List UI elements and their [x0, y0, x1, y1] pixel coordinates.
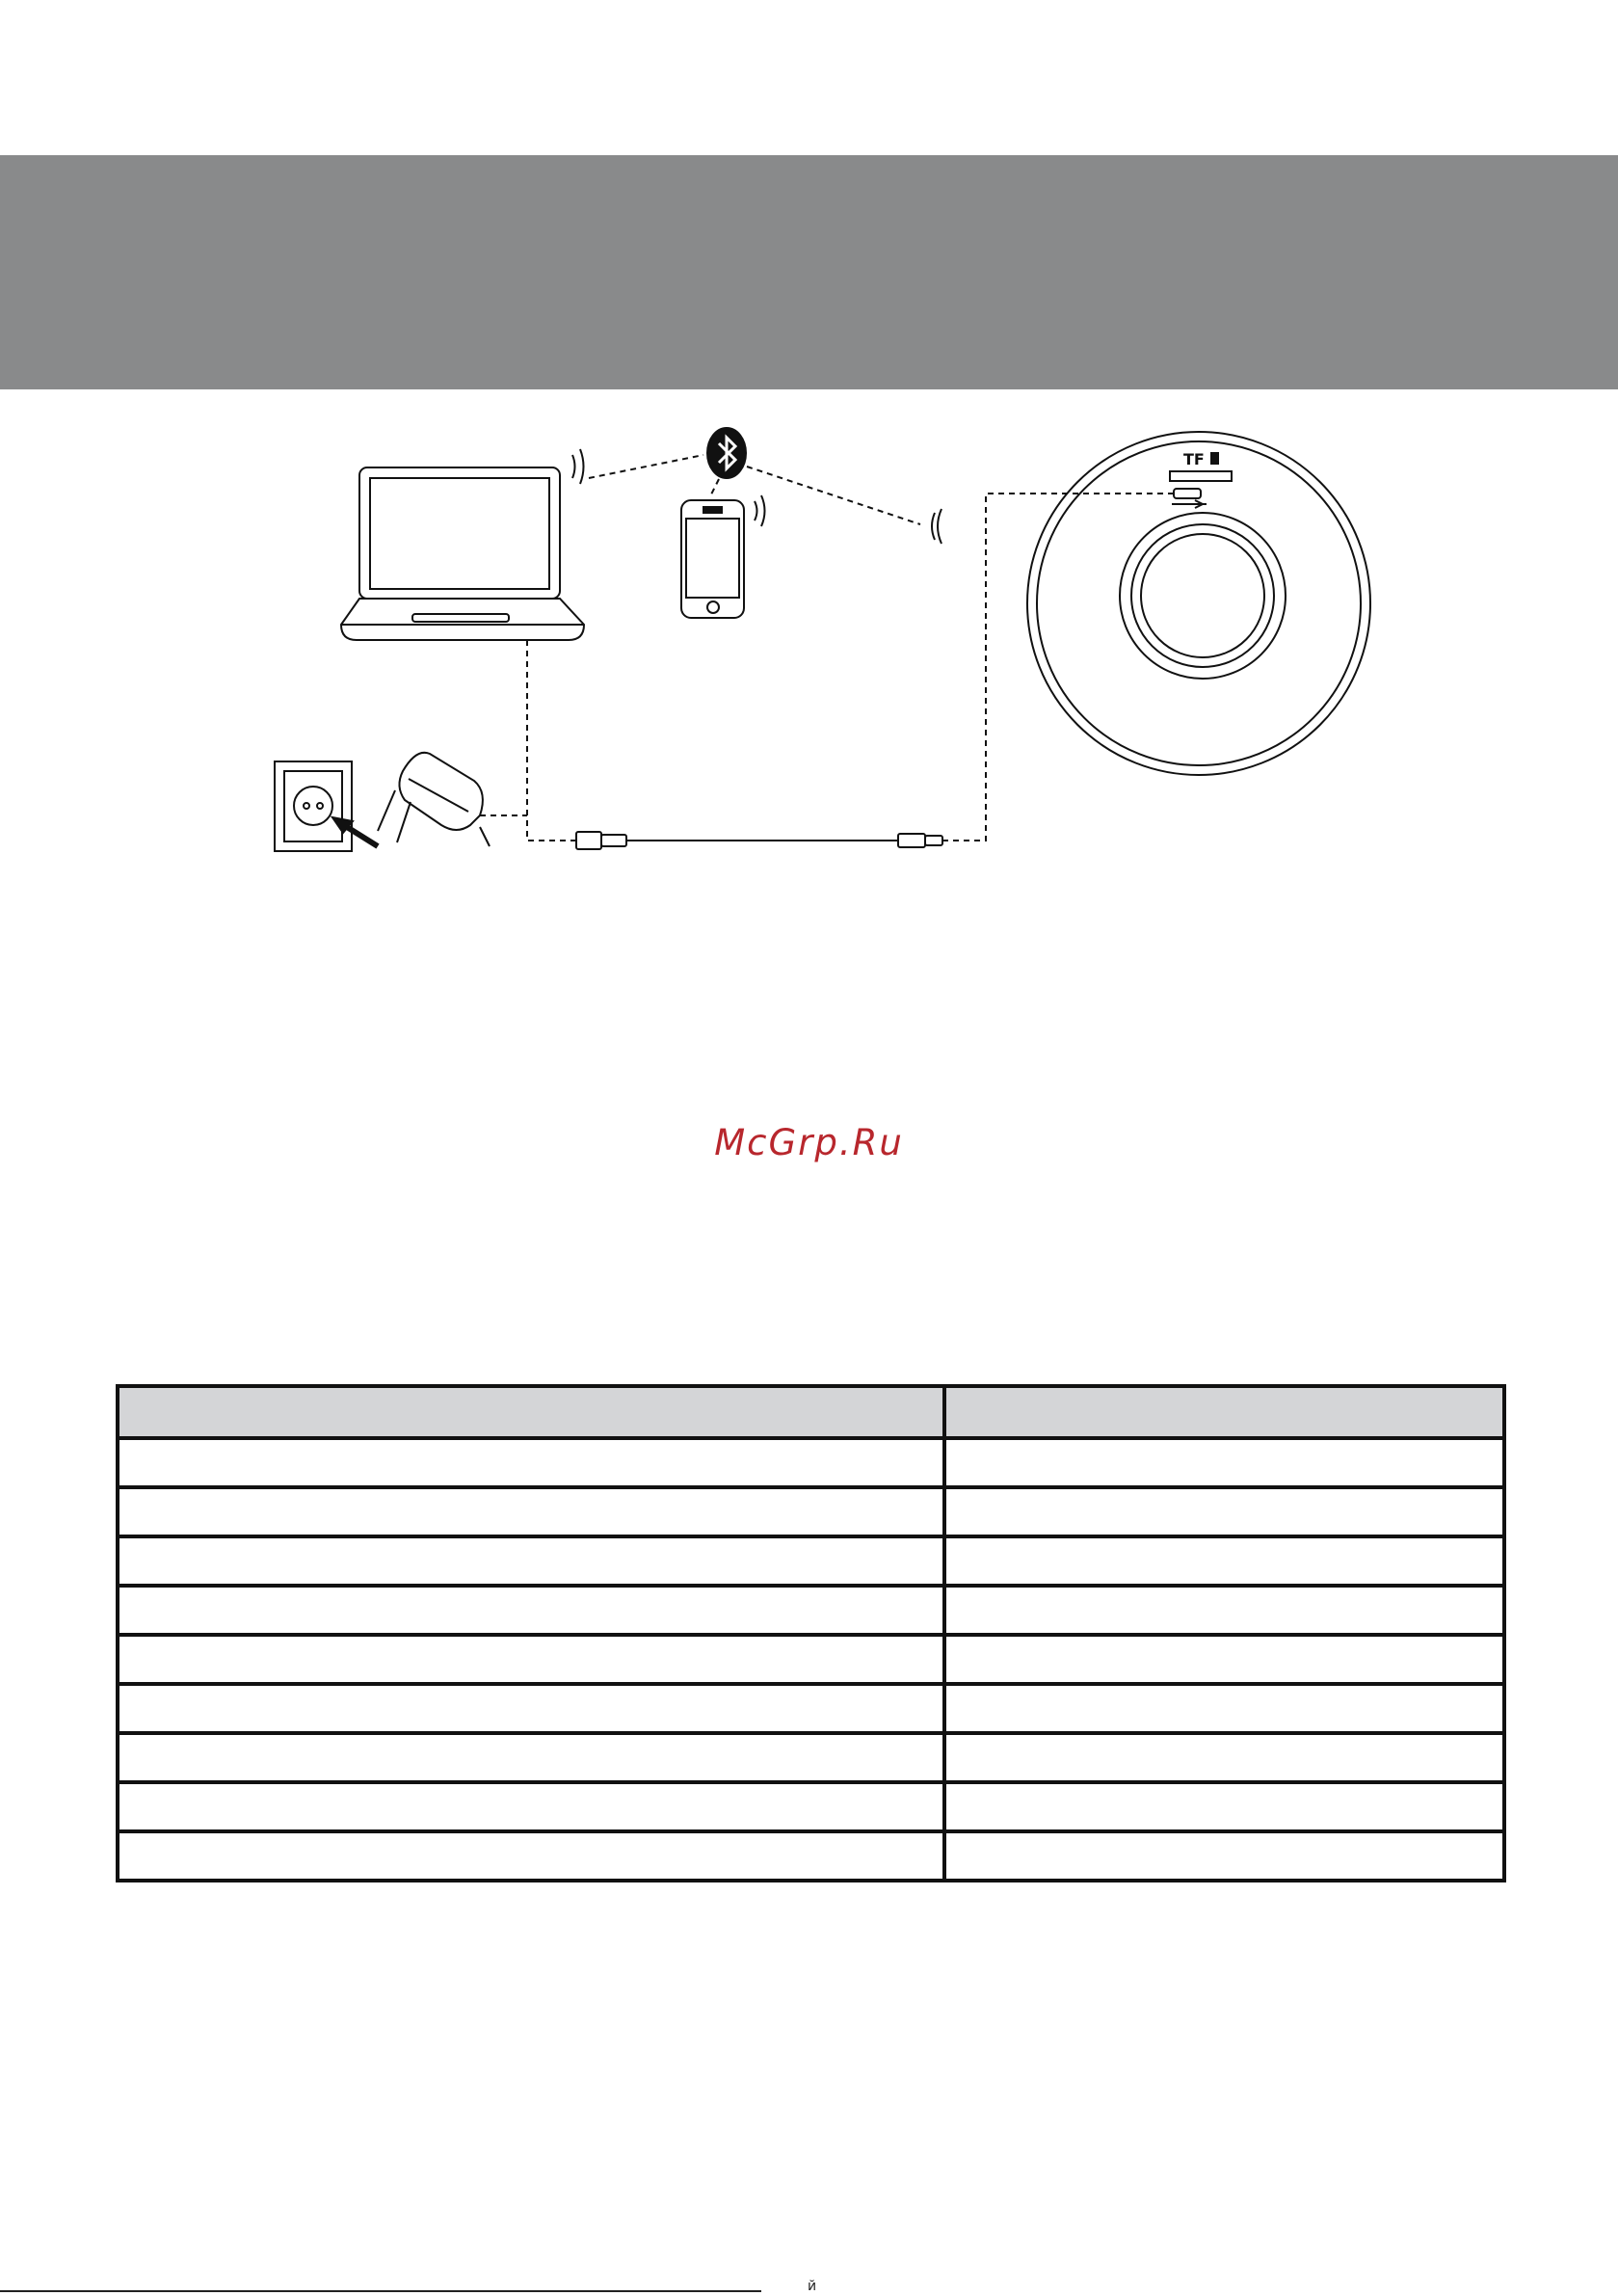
table-cell [118, 1487, 944, 1536]
watermark: McGrp.Ru [714, 1122, 904, 1163]
table-cell [944, 1782, 1504, 1831]
usb-cable-icon [576, 832, 942, 849]
table-row [118, 1586, 1504, 1635]
table-cell [118, 1536, 944, 1586]
speaker-icon [1027, 432, 1370, 775]
phone-wireless-icon [755, 495, 765, 526]
table-cell [944, 1831, 1504, 1881]
table-row [118, 1782, 1504, 1831]
sd-card-icon [1210, 452, 1219, 465]
table-row [118, 1684, 1504, 1733]
connection-diagram [0, 389, 1618, 891]
table-row [118, 1733, 1504, 1782]
laptop-wireless-icon [572, 449, 584, 484]
table-row [118, 1438, 1504, 1487]
laptop-icon [341, 467, 584, 640]
table-cell [944, 1536, 1504, 1586]
tf-slot-label: TF [1183, 450, 1205, 468]
table-cell [118, 1733, 944, 1782]
table-cell [118, 1684, 944, 1733]
table-cell [118, 1635, 944, 1684]
table-row [118, 1831, 1504, 1881]
table-cell [944, 1586, 1504, 1635]
table-header-row [118, 1386, 1504, 1438]
footer-rule [0, 2290, 761, 2292]
table-cell [944, 1487, 1504, 1536]
wall-socket-icon [275, 761, 352, 851]
table-header-cell [118, 1386, 944, 1438]
table-cell [944, 1733, 1504, 1782]
table-cell [118, 1438, 944, 1487]
table-cell [118, 1831, 944, 1881]
table-cell [118, 1586, 944, 1635]
table-row [118, 1635, 1504, 1684]
header-band [0, 155, 1618, 389]
speaker-wireless-icon [932, 509, 942, 544]
table-cell [944, 1684, 1504, 1733]
specification-table [116, 1384, 1506, 1882]
smartphone-icon [681, 500, 744, 618]
table-cell [944, 1635, 1504, 1684]
table-header-cell [944, 1386, 1504, 1438]
power-adapter-icon [378, 753, 490, 846]
table-cell [944, 1438, 1504, 1487]
table-cell [118, 1782, 944, 1831]
footer-mark: й [808, 2279, 817, 2294]
table-row [118, 1487, 1504, 1536]
table-row [118, 1536, 1504, 1586]
bluetooth-icon [707, 428, 746, 478]
